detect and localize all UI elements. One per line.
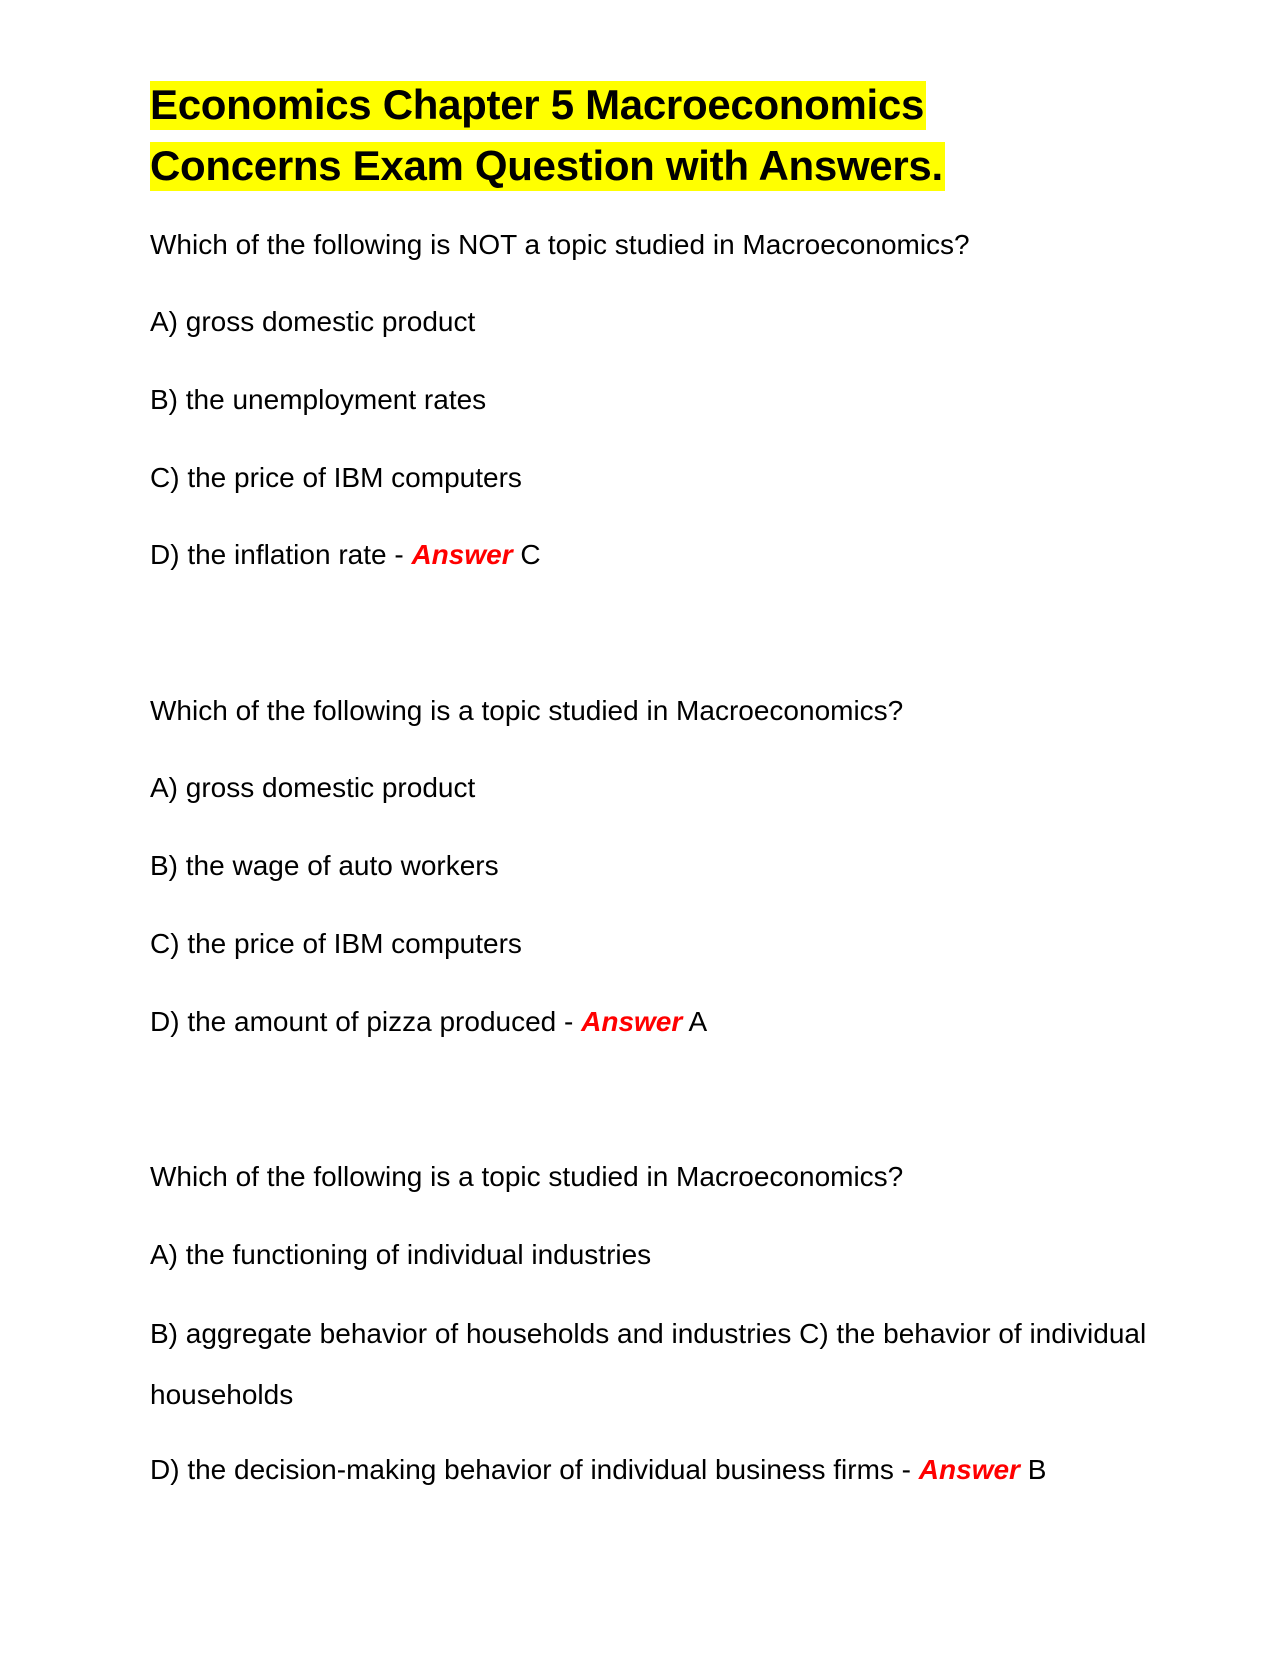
question-2-option-c: C) the price of IBM computers bbox=[150, 928, 522, 959]
question-3-option-d-text: D) the decision-making behavior of individual business firms - bbox=[150, 1454, 919, 1485]
question-2-answer-letter: A bbox=[682, 1006, 708, 1037]
question-1-option-a: A) gross domestic product bbox=[150, 306, 476, 337]
question-1-option-b: B) the unemployment rates bbox=[150, 384, 487, 415]
question-2-option-b: B) the wage of auto workers bbox=[150, 850, 499, 881]
title-line-1: Economics Chapter 5 Macroeconomics bbox=[150, 81, 925, 128]
question-3-answer-label: Answer bbox=[918, 1454, 1020, 1485]
question-1-answer-letter: C bbox=[512, 539, 541, 570]
question-2-answer-label: Answer bbox=[581, 1006, 683, 1037]
title-line-2: Concerns Exam Question with Answers. bbox=[150, 142, 943, 189]
question-1-option-c: C) the price of IBM computers bbox=[150, 462, 522, 493]
question-3-option-d bbox=[150, 1452, 1150, 1488]
question-3-option-bc: B) aggregate behavior of households and industries C) the behavior of individual households bbox=[150, 1318, 1147, 1410]
question-3-answer-letter: B bbox=[1019, 1454, 1047, 1485]
question-1-option-d-text: D) the inflation rate - bbox=[150, 539, 412, 570]
question-3-text: Which of the following is a topic studied in Macroeconomics? bbox=[150, 1161, 904, 1192]
question-2-option-a: A) gross domestic product bbox=[150, 772, 476, 803]
question-2-option-d bbox=[150, 1004, 1150, 1040]
question-1-answer-label: Answer bbox=[411, 539, 513, 570]
question-1-text: Which of the following is NOT a topic studied in Macroeconomics? bbox=[150, 229, 970, 260]
document-title bbox=[150, 74, 1150, 196]
question-1-option-d bbox=[150, 537, 1150, 573]
question-2-text: Which of the following is a topic studied in Macroeconomics? bbox=[150, 695, 904, 726]
question-2-option-d-text: D) the amount of pizza produced - bbox=[150, 1006, 582, 1037]
question-3-option-a: A) the functioning of individual industries bbox=[150, 1239, 652, 1270]
